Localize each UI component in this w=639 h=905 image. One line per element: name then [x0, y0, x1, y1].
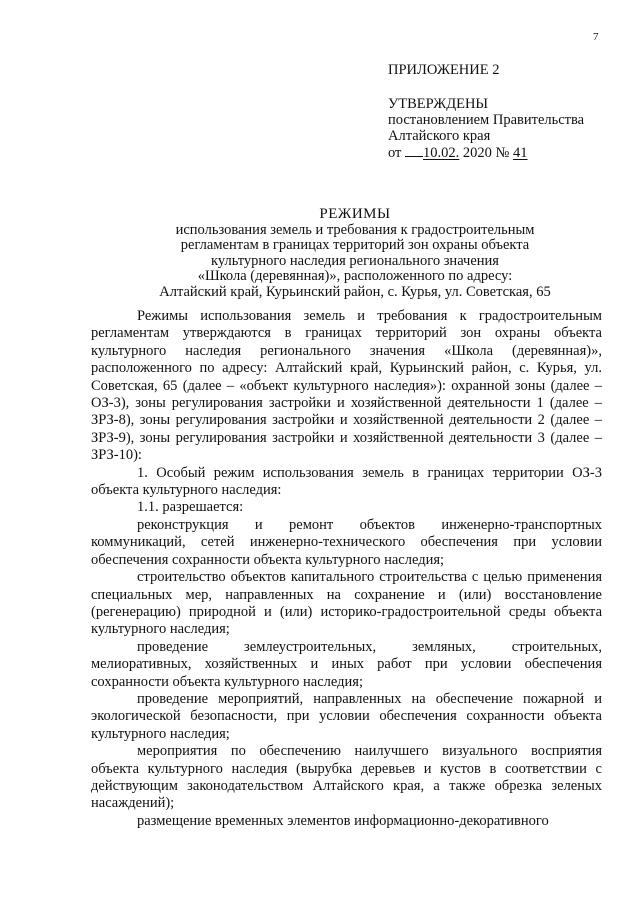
decree-date-line — [388, 144, 584, 161]
heading-line: культурного наследия регионального значения — [211, 252, 499, 269]
decree-number: 41 — [513, 145, 528, 161]
page-number: 7 — [593, 31, 599, 43]
decree-line-1: постановлением Правительства — [388, 112, 585, 128]
decree-line-2: Алтайского края — [388, 128, 491, 144]
document-heading — [110, 207, 600, 300]
paragraph: строительство объектов капитального строительства с целью применения специальных мер, направленных на сохранение и (или) восстановление (регенерацию) природной и (или) историко-градостроительной среды объекта культурного наследия; — [91, 569, 602, 638]
heading-line: Алтайский край, Курьинский район, с. Курья, ул. Советская, 65 — [159, 283, 551, 300]
heading-title: РЕЖИМЫ — [319, 206, 391, 222]
approval-block — [388, 96, 584, 161]
heading-line: регламентам в границах территорий зон охраны объекта — [180, 237, 530, 253]
approved-label: УТВЕРЖДЕНЫ — [388, 96, 489, 112]
paragraph: размещение временных элементов информационно-декоративного — [137, 812, 549, 829]
heading-line: «Школа (деревянная)», расположенного по адресу: — [197, 268, 513, 284]
paragraph: мероприятия по обеспечению наилучшего визуального восприятия объекта культурного наследия (вырубка деревьев и кустов в соответствии с действующим законодательством Алтайского края, а также обрезка зеленых насаждений); — [91, 743, 602, 812]
document-body — [91, 308, 602, 830]
paragraph: проведение мероприятий, направленных на обеспечение пожарной и экологической безопасности, при условии обеспечения сохранности объекта культурного наследия; — [91, 690, 602, 742]
heading-line: использования земель и требования к градостроительным — [175, 221, 535, 238]
date-prefix: от — [388, 145, 402, 161]
appendix-title: ПРИЛОЖЕНИЕ 2 — [388, 62, 500, 78]
paragraph: 1.1. разрешается: — [137, 499, 244, 516]
paragraph: проведение землеустроительных, земляных, строительных, мелиоративных, хозяйственных и иных работ при условии обеспечения сохранности объекта культурного наследия; — [91, 638, 602, 690]
year-label: 2020 № — [462, 145, 510, 161]
paragraph: реконструкция и ремонт объектов инженерно-транспортных коммуникаций, сетей инженерно-технического обеспечения при условии обеспечения сохранности объекта культурного наследия; — [91, 516, 602, 568]
decree-date: 10.02. — [423, 145, 460, 161]
paragraph: Режимы использования земель и требования к градостроительным регламентам утверждаются в границах территорий зон охраны объекта культурного наследия регионального значения «Школа (деревянная)», расположенного по адресу: Алтайский край, Курьинский район, с. Курья, ул. Советская, 65 (далее – «объект культурного наследия»): охранной зоны (далее – ОЗ-3), зоны регулирования застройки и хозяйственной деятельности 1 (далее – ЗРЗ-8), зоны регулирования застройки и хозяйственной деятельности 2 (далее – ЗРЗ-9), зоны регулирования застройки и хозяйственной деятельности 3 (далее – ЗРЗ-10): — [91, 308, 602, 464]
date-blank — [405, 144, 423, 157]
paragraph: 1. Особый режим использования земель в границах территории ОЗ-3 объекта культурного наследия: — [91, 464, 602, 499]
